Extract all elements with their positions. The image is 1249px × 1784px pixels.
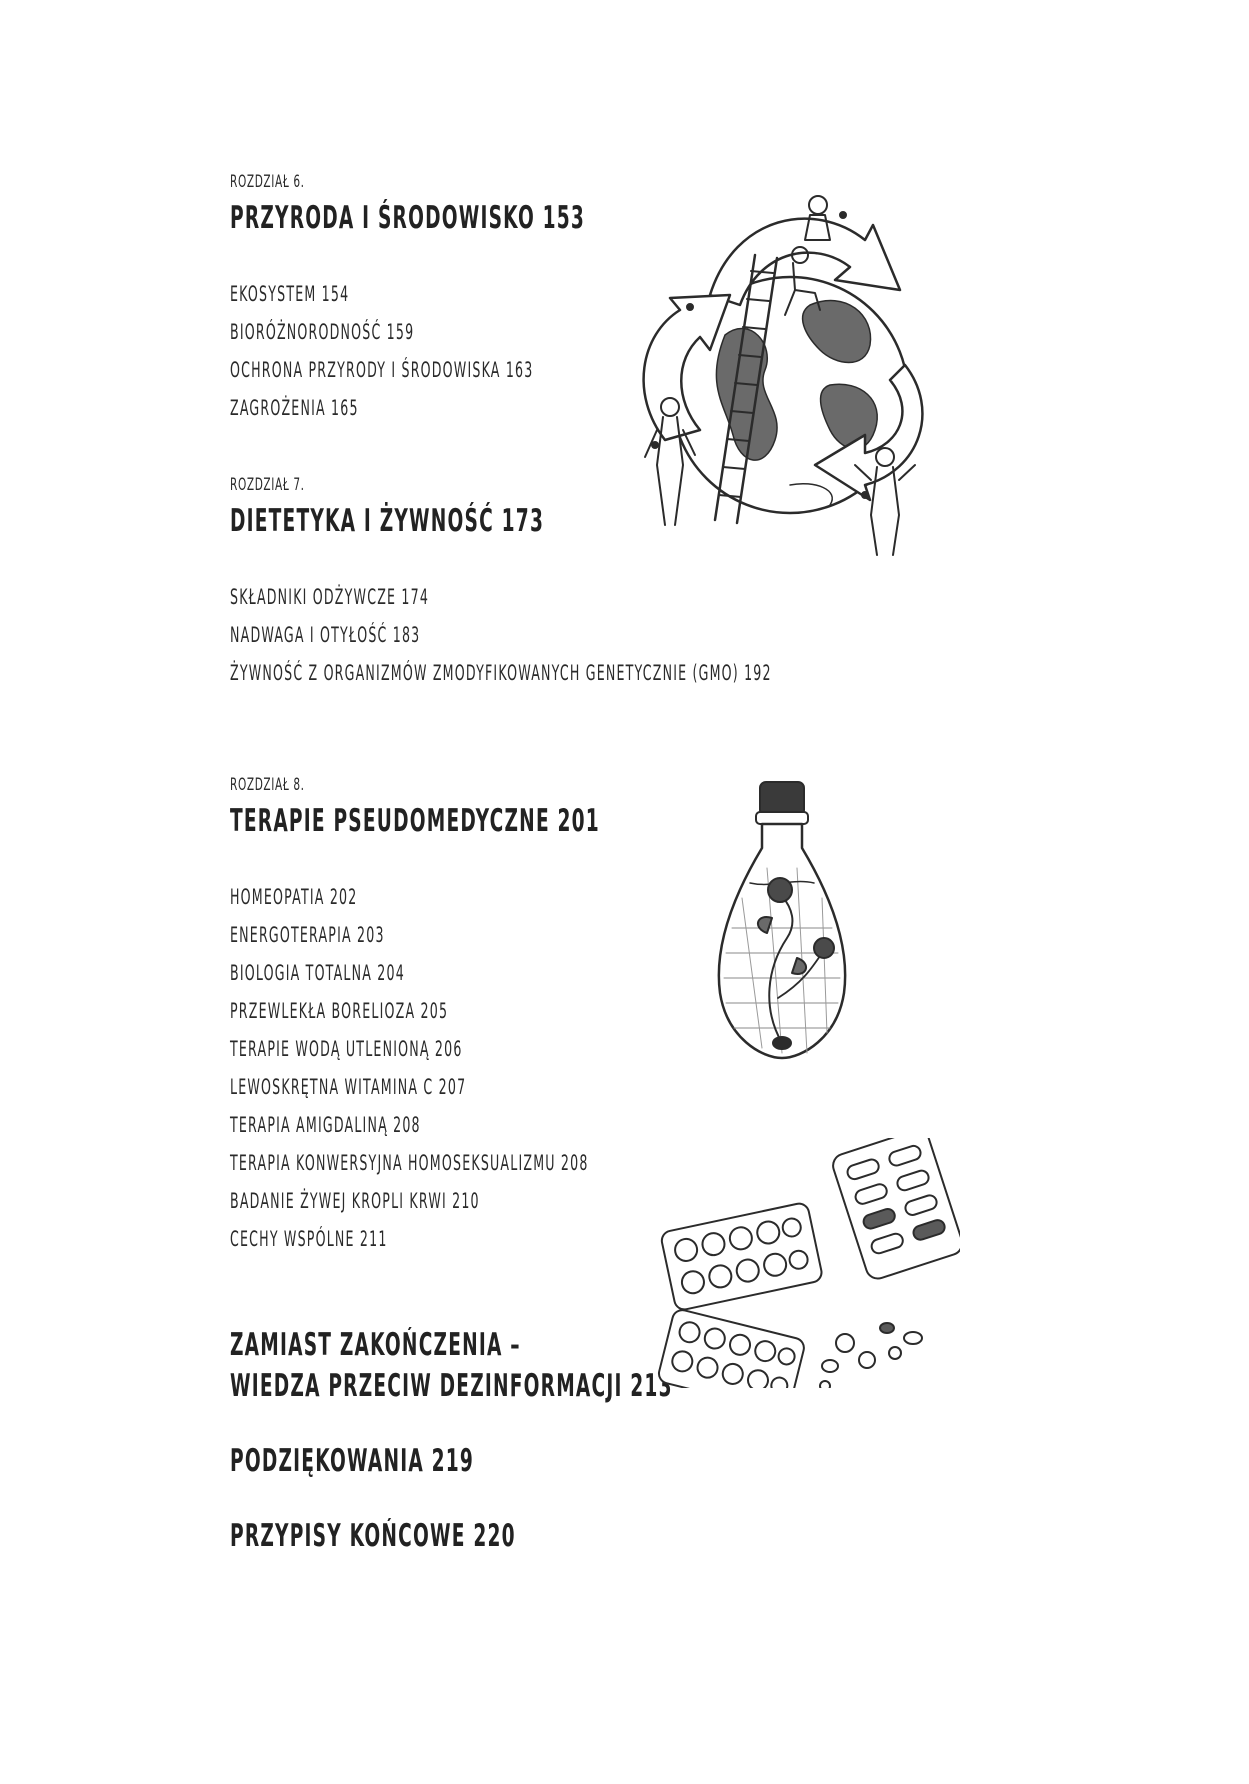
endnotes-title[interactable]: PRZYPISY KOŃCOWE 220	[230, 1518, 516, 1554]
globe-recycling-illustration	[615, 195, 975, 575]
toc-entry[interactable]: TERAPIE WODĄ UTLENIONĄ 206	[230, 1037, 463, 1061]
acknowledgements-title[interactable]: PODZIĘKOWANIA 219	[230, 1443, 475, 1479]
toc-entry[interactable]: NADWAGA I OTYŁOŚĆ 183	[230, 623, 421, 647]
toc-entry[interactable]: EKOSYSTEM 154	[230, 282, 350, 306]
toc-entry[interactable]: BIORÓŻNORODNOŚĆ 159	[230, 320, 415, 344]
toc-entry[interactable]: ENERGOTERAPIA 203	[230, 923, 385, 947]
chapter-8-label: ROZDZIAŁ 8.	[230, 775, 305, 795]
toc-entry[interactable]: ŻYWNOŚĆ Z ORGANIZMÓW ZMODYFIKOWANYCH GENETYCZNIE (GMO) 192	[230, 661, 772, 685]
toc-entry[interactable]: OCHRONA PRZYRODY I ŚRODOWISKA 163	[230, 358, 534, 382]
toc-entry[interactable]: BIOLOGIA TOTALNA 204	[230, 961, 405, 985]
toc-entry[interactable]: BADANIE ŻYWEJ KROPLI KRWI 210	[230, 1189, 480, 1213]
herbal-bottle-illustration	[712, 778, 852, 1063]
closing-title-line-1[interactable]: ZAMIAST ZAKOŃCZENIA –	[230, 1327, 521, 1363]
chapter-8-title[interactable]: TERAPIE PSEUDOMEDYCZNE 201	[230, 803, 600, 839]
chapter-6-label: ROZDZIAŁ 6.	[230, 172, 305, 192]
toc-entry[interactable]: CECHY WSPÓLNE 211	[230, 1227, 388, 1251]
toc-entry[interactable]: TERAPIA AMIGDALINĄ 208	[230, 1113, 421, 1137]
chapter-7-label: ROZDZIAŁ 7.	[230, 475, 305, 495]
toc-entry[interactable]: SKŁADNIKI ODŻYWCZE 174	[230, 585, 430, 609]
toc-entry[interactable]: ZAGROŻENIA 165	[230, 396, 359, 420]
toc-entry[interactable]: PRZEWLEKŁA BORELIOZA 205	[230, 999, 449, 1023]
pill-blisters-illustration	[655, 1138, 960, 1388]
closing-title-line-2[interactable]: WIEDZA PRZECIW DEZINFORMACJI 213	[230, 1368, 673, 1404]
toc-entry[interactable]: HOMEOPATIA 202	[230, 885, 358, 909]
toc-entry[interactable]: TERAPIA KONWERSYJNA HOMOSEKSUALIZMU 208	[230, 1151, 589, 1175]
toc-entry[interactable]: LEWOSKRĘTNA WITAMINA C 207	[230, 1075, 467, 1099]
chapter-7-title[interactable]: DIETETYKA I ŻYWNOŚĆ 173	[230, 503, 545, 539]
chapter-6-title[interactable]: PRZYRODA I ŚRODOWISKO 153	[230, 200, 586, 236]
